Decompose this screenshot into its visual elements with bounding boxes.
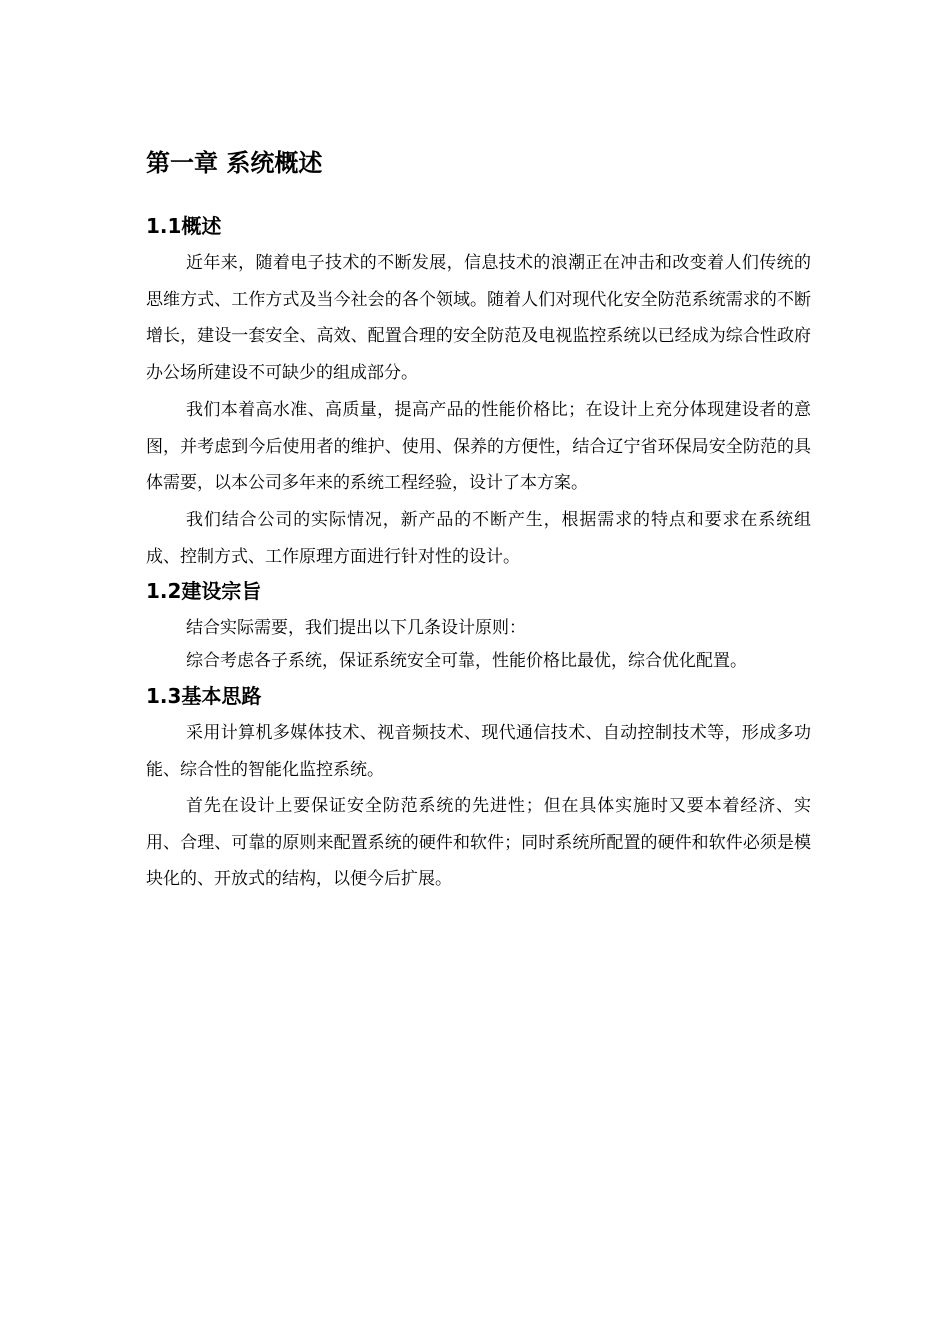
paragraph: 结合实际需要，我们提出以下几条设计原则： <box>186 618 526 638</box>
paragraph: 我们结合公司的实际情况，新产品的不断产生，根据需求的特点和要求在系统组成、控制方式、工作原理方面进行针对性的设计。 <box>146 510 811 567</box>
paragraph: 我们本着高水准、高质量，提高产品的性能价格比；在设计上充分体现建设者的意图，并考虑到今后使用者的维护、使用、保养的方便性，结合辽宁省环保局安全防范的具体需要，以本公司多年来的系统工程经验，设计了本方案。 <box>146 400 811 494</box>
paragraph: 首先在设计上要保证安全防范系统的先进性；但在具体实施时又要本着经济、实用、合理、可靠的原则来配置系统的硬件和软件；同时系统所配置的硬件和软件必须是模块化的、开放式的结构，以便今后扩展。 <box>146 796 811 890</box>
section-heading-approach: 1.3基本思路 <box>146 684 262 708</box>
chapter-title: 第一章 系统概述 <box>146 149 323 177</box>
paragraph: 近年来，随着电子技术的不断发展，信息技术的浪潮正在冲击和改变着人们传统的思维方式、工作方式及当今社会的各个领域。随着人们对现代化安全防范系统需求的不断增长，建设一套安全、高效、配置合理的安全防范及电视监控系统以已经成为综合性政府办公场所建设不可缺少的组成部分。 <box>146 253 811 384</box>
paragraph: 采用计算机多媒体技术、视音频技术、现代通信技术、自动控制技术等，形成多功能、综合性的智能化监控系统。 <box>146 723 811 780</box>
section-heading-overview: 1.1概述 <box>146 214 222 238</box>
section-heading-purpose: 1.2建设宗旨 <box>146 579 262 603</box>
paragraph: 综合考虑各子系统，保证系统安全可靠，性能价格比最优，综合优化配置。 <box>186 651 747 671</box>
